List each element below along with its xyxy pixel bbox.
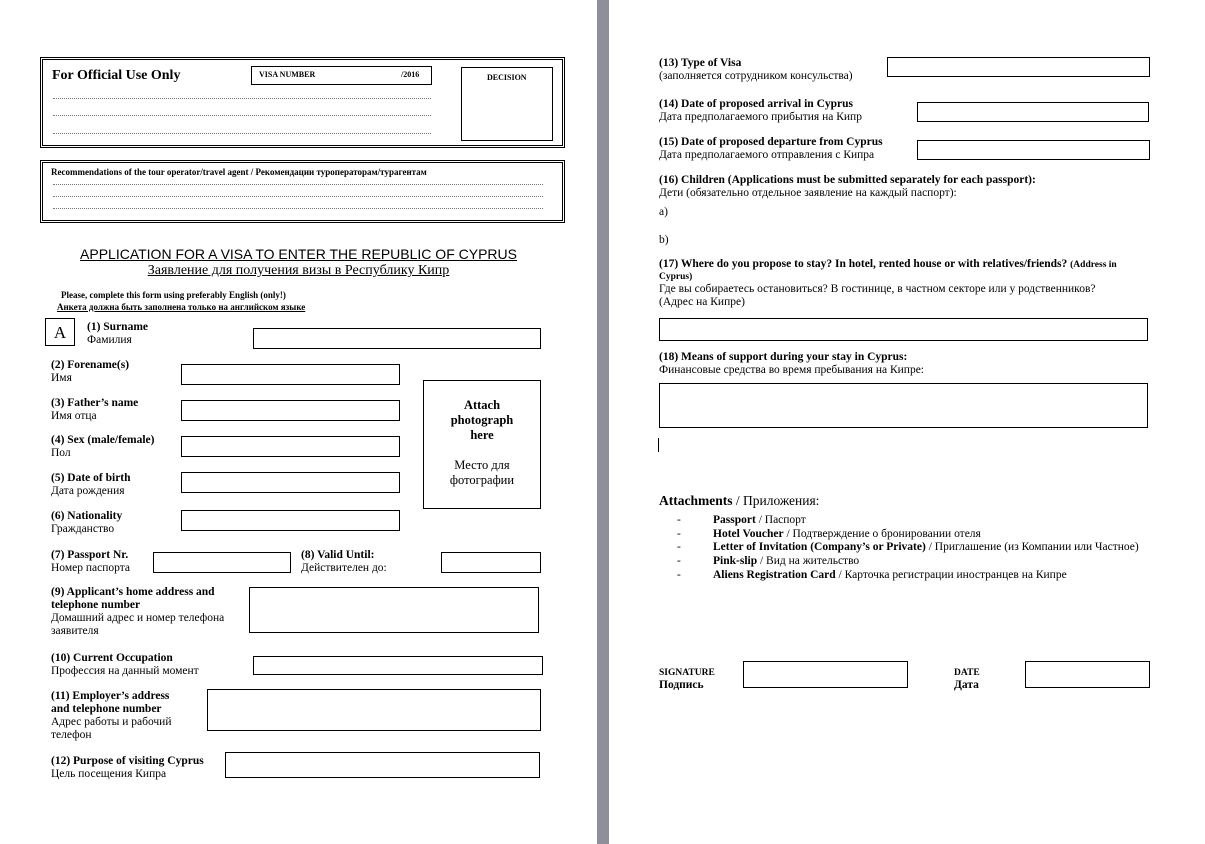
- form-page-2: [609, 0, 1205, 844]
- form-note-ru: Анкета должна быть заполнена только на английском языке: [57, 302, 306, 312]
- sex-label: (4) Sex (male/female) Пол: [51, 434, 155, 459]
- occupation-input[interactable]: [253, 656, 543, 675]
- official-dotted-line: [53, 98, 431, 99]
- photo-label-en: Attach photograph here: [450, 398, 514, 442]
- stay-address-input[interactable]: [659, 318, 1148, 341]
- recommendations-box: [40, 160, 565, 223]
- surname-input[interactable]: [253, 328, 541, 349]
- text-cursor: [658, 438, 659, 452]
- attachment-item: - Pink-slip / Вид на жительство: [677, 555, 860, 567]
- support-label: (18) Means of support during your stay in Cyprus: Финансовые средства во время пребывания на Кипре:: [659, 351, 924, 376]
- children-a: a): [659, 206, 668, 218]
- photo-box[interactable]: [423, 380, 541, 509]
- purpose-input[interactable]: [225, 752, 540, 778]
- passport-label: (7) Passport Nr. Номер паспорта: [51, 549, 130, 574]
- decision-box[interactable]: [461, 67, 553, 141]
- attachment-item: - Aliens Registration Card / Карточка регистрации иностранцев на Кипре: [677, 569, 1067, 581]
- decision-label: DECISION: [487, 73, 527, 82]
- official-use-box: [40, 57, 565, 148]
- signature-input[interactable]: [743, 661, 908, 688]
- home-address-label: (9) Applicant’s home address and telephone number Домашний адрес и номер телефона заявителя: [51, 586, 225, 637]
- nationality-label: (6) Nationality Гражданство: [51, 510, 123, 535]
- children-b: b): [659, 234, 669, 246]
- section-letter-box: [45, 318, 75, 346]
- sex-input[interactable]: [181, 436, 400, 457]
- father-name-input[interactable]: [181, 400, 400, 421]
- valid-until-label: (8) Valid Until: Действителен до:: [301, 549, 387, 574]
- photo-label-ru: Место для фотографии: [449, 458, 515, 487]
- father-name-label: (3) Father’s name Имя отца: [51, 397, 139, 422]
- form-title-en: APPLICATION FOR A VISA TO ENTER THE REPUBLIC OF CYPRUS: [80, 246, 517, 262]
- official-use-title: For Official Use Only: [52, 68, 181, 83]
- section-letter: A: [53, 323, 67, 342]
- recommendations-label: Recommendations of the tour operator/travel agent / Рекомендации туроператорам/турагентам: [51, 167, 427, 177]
- dob-input[interactable]: [181, 472, 400, 493]
- purpose-label: (12) Purpose of visiting Cyprus Цель посещения Кипра: [51, 755, 204, 780]
- signature-label: SIGNATURE Подпись: [659, 668, 715, 691]
- visa-number-label: VISA NUMBER: [259, 70, 316, 79]
- arrival-date-label: (14) Date of proposed arrival in Cyprus Дата предполагаемого прибытия на Кипр: [659, 98, 862, 123]
- departure-date-input[interactable]: [917, 140, 1150, 160]
- passport-input[interactable]: [153, 552, 291, 573]
- support-input[interactable]: [659, 383, 1148, 428]
- home-address-input[interactable]: [249, 587, 539, 633]
- stay-address-label: (17) Where do you propose to stay? In hotel, rented house or with relatives/friends? (Address in Cyprus) Где вы собираетесь остановиться? В гостинице, в частном секторе или у родственников? (Адрес на Кипре): [659, 258, 1117, 308]
- occupation-label: (10) Current Occupation Профессия на данный момент: [51, 652, 199, 677]
- attachment-item: - Letter of Invitation (Company’s or Private) / Приглашение (из Компании или Частное): [677, 541, 1139, 553]
- official-dotted-line: [53, 115, 431, 116]
- surname-label: (1) Surname Фамилия: [87, 321, 149, 346]
- form-title-ru: Заявление для получения визы в Республику Кипр: [147, 263, 450, 278]
- visa-type-label: (13) Type of Visa (заполняется сотрудником консульства): [659, 57, 853, 82]
- official-dotted-line: [53, 133, 431, 134]
- date-label: DATE Дата: [954, 668, 980, 691]
- form-page-1: [0, 0, 597, 844]
- visa-year: /2016: [401, 70, 420, 79]
- attachment-item: - Hotel Voucher / Подтверждение о бронировании отеля: [677, 528, 981, 540]
- attachment-item: - Passport / Паспорт: [677, 514, 806, 526]
- arrival-date-input[interactable]: [917, 102, 1149, 122]
- visa-number-field[interactable]: [251, 66, 432, 85]
- date-input[interactable]: [1025, 661, 1150, 688]
- employer-address-input[interactable]: [207, 689, 541, 731]
- forename-input[interactable]: [181, 364, 400, 385]
- recommendations-dotted-line: [53, 208, 543, 209]
- form-note-en: Please, complete this form using preferably English (only!): [61, 290, 286, 300]
- visa-type-input[interactable]: [887, 57, 1150, 77]
- dob-label: (5) Date of birth Дата рождения: [51, 472, 131, 497]
- recommendations-dotted-line: [53, 184, 543, 185]
- attachments-title: Attachments / Приложения:: [659, 493, 820, 508]
- children-label: (16) Children (Applications must be submitted separately for each passport): Дети (обязательно отдельное заявление на каждый паспорт):: [659, 174, 1036, 199]
- valid-until-input[interactable]: [441, 552, 541, 573]
- forename-label: (2) Forename(s) Имя: [51, 359, 130, 384]
- nationality-input[interactable]: [181, 510, 400, 531]
- departure-date-label: (15) Date of proposed departure from Cyprus Дата предполагаемого отправления с Кипра: [659, 136, 883, 161]
- recommendations-dotted-line: [53, 196, 543, 197]
- employer-address-label: (11) Employer’s address and telephone number Адрес работы и рабочий телефон: [51, 690, 172, 741]
